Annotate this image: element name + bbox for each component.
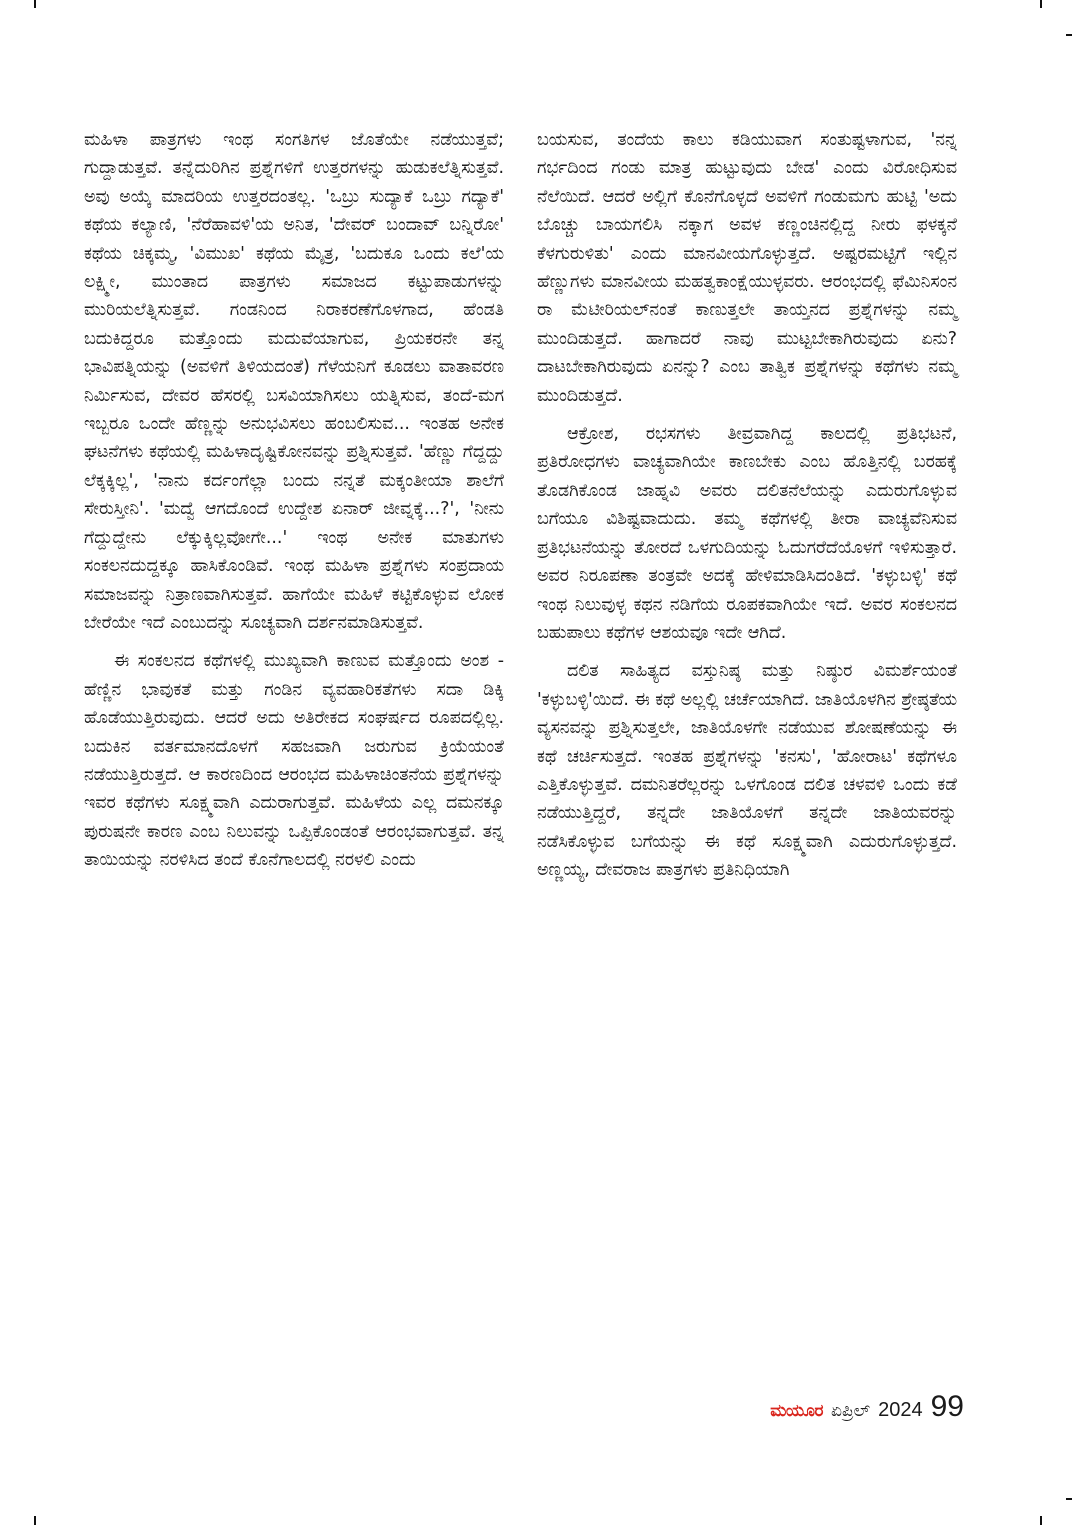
magazine-logo: ಮಯೂರ	[770, 1401, 823, 1421]
crop-mark-right-upper	[1066, 34, 1072, 36]
issue-year: 2024	[878, 1399, 923, 1421]
page-number: 99	[930, 1390, 964, 1423]
crop-mark-right-lower	[1066, 1498, 1072, 1500]
issue-month: ಏಪ್ರಿಲ್	[830, 1401, 871, 1421]
crop-mark-bottom-right	[1040, 1516, 1042, 1525]
crop-mark-top-right	[1040, 0, 1042, 8]
right-column	[537, 126, 957, 885]
paragraph: ಈ ಸಂಕಲನದ ಕಥೆಗಳಲ್ಲಿ ಮುಖ್ಯವಾಗಿ ಕಾಣುವ ಮತ್ತೊಂದು ಅಂಶ - ಹೆಣ್ಣಿನ ಭಾವುಕತೆ ಮತ್ತು ಗಂಡಿನ ವ್ಯವಹಾರಿಕತೆಗಳು ಸದಾ ಡಿಕ್ಕಿ ಹೊಡೆಯುತ್ತಿರುವುದು. ಆದರೆ ಅದು ಅತಿರೇಕದ ಸಂಘರ್ಷದ ರೂಪದಲ್ಲಿಲ್ಲ. ಬದುಕಿನ ವರ್ತಮಾನದೊಳಗೆ ಸಹಜವಾಗಿ ಜರುಗುವ ಕ್ರಿಯೆಯಂತೆ ನಡೆಯುತ್ತಿರುತ್ತದೆ. ಆ ಕಾರಣದಿಂದ ಆರಂಭದ ಮಹಿಳಾಚಿಂತನೆಯ ಪ್ರಶ್ನೆಗಳನ್ನು ಇವರ ಕಥೆಗಳು ಸೂಕ್ಷ್ಮವಾಗಿ ಎದುರಾಗುತ್ತವೆ. ಮಹಿಳೆಯ ಎಲ್ಲ ದಮನಕ್ಕೂ ಪುರುಷನೇ ಕಾರಣ ಎಂಬ ನಿಲುವನ್ನು ಒಪ್ಪಿಕೊಂಡಂತೆ ಆರಂಭವಾಗುತ್ತವೆ. ತನ್ನ ತಾಯಿಯನ್ನು ನರಳಿಸಿದ ತಂದೆ ಕೊನೆಗಾಲದಲ್ಲಿ ನರಳಲಿ ಎಂದು	[84, 651, 504, 871]
paragraph: ದಲಿತ ಸಾಹಿತ್ಯದ ವಸ್ತುನಿಷ್ಠ ಮತ್ತು ನಿಷ್ಠುರ ವಿಮರ್ಶೆಯಂತೆ 'ಕಳ್ಳುಬಳ್ಳಿ'ಯಿದೆ. ಈ ಕಥೆ ಅಲ್ಲಲ್ಲಿ ಚರ್ಚೆಯಾಗಿದೆ. ಜಾತಿಯೊಳಗಿನ ಶ್ರೇಷ್ಠತೆಯ ವ್ಯಸನವನ್ನು ಪ್ರಶ್ನಿಸುತ್ತಲೇ, ಜಾತಿಯೊಳಗೇ ನಡೆಯುವ ಶೋಷಣೆಯನ್ನು ಈ ಕಥೆ ಚರ್ಚಿಸುತ್ತದೆ. ಇಂತಹ ಪ್ರಶ್ನೆಗಳನ್ನು 'ಕನಸು', 'ಹೋರಾಟ' ಕಥೆಗಳೂ ಎತ್ತಿಕೊಳ್ಳುತ್ತವೆ. ದಮನಿತರೆಲ್ಲರನ್ನು ಒಳಗೊಂಡ ದಲಿತ ಚಳವಳಿ ಒಂದು ಕಡೆ ನಡೆಯುತ್ತಿದ್ದರೆ, ತನ್ನದೇ ಜಾತಿಯೊಳಗೆ ತನ್ನದೇ ಜಾತಿಯವರನ್ನು ನಡೆಸಿಕೊಳ್ಳುವ ಬಗೆಯನ್ನು ಈ ಕಥೆ ಸೂಕ್ಷ್ಮವಾಗಿ ಎದುರುಗೊಳ್ಳುತ್ತದೆ. ಅಣ್ಣಯ್ಯ, ದೇವರಾಜ ಪಾತ್ರಗಳು ಪ್ರತಿನಿಧಿಯಾಗಿ	[537, 661, 957, 881]
paragraph: ಮಹಿಳಾ ಪಾತ್ರಗಳು ಇಂಥ ಸಂಗತಿಗಳ ಜೊತೆಯೇ ನಡೆಯುತ್ತವೆ; ಗುದ್ದಾಡುತ್ತವೆ. ತನ್ನೆದುರಿಗಿನ ಪ್ರಶ್ನೆಗಳಿಗೆ ಉತ್ತರಗಳನ್ನು ಹುಡುಕಲೆತ್ನಿಸುತ್ತವೆ. ಅವು ಅಯ್ಕೆ ಮಾದರಿಯ ಉತ್ತರದಂತಲ್ಲ. 'ಒಬ್ರು ಸುದ್ಯಾಕೆ ಒಬ್ರು ಗದ್ಯಾಕೆ' ಕಥೆಯ ಕಲ್ಯಾಣಿ, 'ನೆರೆಹಾವಳಿ'ಯ ಅನಿತ, 'ದೇವರ್ ಬಂದಾವ್ ಬನ್ನಿರೋ' ಕಥೆಯ ಚಿಕ್ಕಮ್ಮ, 'ವಿಮುಖ' ಕಥೆಯ ಮೈತ್ರ, 'ಬದುಕೂ ಒಂದು ಕಲೆ'ಯ ಲಕ್ಷ್ಮೀ, ಮುಂತಾದ ಪಾತ್ರಗಳು ಸಮಾಜದ ಕಟ್ಟುಪಾಡುಗಳನ್ನು ಮುರಿಯಲೆತ್ನಿಸುತ್ತವೆ. ಗಂಡನಿಂದ ನಿರಾಕರಣೆಗೊಳಗಾದ, ಹೆಂಡತಿ ಬದುಕಿದ್ದರೂ ಮತ್ತೊಂದು ಮದುವೆಯಾಗುವ, ಪ್ರಿಯಕರನೇ ತನ್ನ ಭಾವಿಪತ್ನಿಯನ್ನು (ಅವಳಿಗೆ ತಿಳಿಯದಂತೆ) ಗೆಳೆಯನಿಗೆ ಕೂಡಲು ವಾತಾವರಣ ನಿರ್ಮಿಸುವ, ದೇವರ ಹೆಸರಲ್ಲಿ ಬಸವಿಯಾಗಿಸಲು ಯತ್ನಿಸುವ, ತಂದೆ-ಮಗ ಇಬ್ಬರೂ ಒಂದೇ ಹೆಣ್ಣನ್ನು ಅನುಭವಿಸಲು ಹಂಬಲಿಸುವ... ಇಂತಹ ಅನೇಕ ಘಟನೆಗಳು ಕಥೆಯಲ್ಲಿ ಮಹಿಳಾದೃಷ್ಟಿಕೋನವನ್ನು ಪ್ರಶ್ನಿಸುತ್ತವೆ. 'ಹೆಣ್ಣು ಗೆದ್ದದ್ದು ಲೆಕ್ಕಕ್ಕಿಲ್ಲ', 'ನಾನು ಕರ್ದಂಗೆಲ್ಲಾ ಬಂದು ನನ್ನತೆ ಮಕ್ಕಂತೀಯಾ ಶಾಲೆಗೆ ಸೇರುಸ್ತೀನಿ'. 'ಮದ್ವೆ ಆಗದೊಂದೆ ಉದ್ದೇಶ ಏನಾರ್ ಜೀವ್ನಕ್ಕೆ...?', 'ನೀನು ಗೆದ್ದುದ್ದೇನು ಲೆಕ್ಕುಕ್ಕಿಲ್ಲವೋಗೇ...' ಇಂಥ ಅನೇಕ ಮಾತುಗಳು ಸಂಕಲನದುದ್ದಕ್ಕೂ ಹಾಸಿಕೊಂಡಿವೆ. ಇಂಥ ಮಹಿಳಾ ಪ್ರಶ್ನೆಗಳು ಸಂಪ್ರದಾಯ ಸಮಾಜವನ್ನು ನಿತ್ರಾಣವಾಗಿಸುತ್ತವೆ. ಹಾಗೆಯೇ ಮಹಿಳೆ ಕಟ್ಟಿಕೊಳ್ಳುವ ಲೋಕ ಬೇರೆಯೇ ಇದೆ ಎಂಬುದನ್ನು ಸೂಚ್ಯವಾಗಿ ದರ್ಶನಮಾಡಿಸುತ್ತವೆ.	[84, 130, 504, 633]
crop-mark-top-left	[34, 0, 36, 8]
crop-mark-bottom-left	[34, 1516, 36, 1525]
paragraph: ಬಯಸುವ, ತಂದೆಯ ಕಾಲು ಕಡಿಯುವಾಗ ಸಂತುಷ್ಟಳಾಗುವ, 'ನನ್ನ ಗರ್ಭದಿಂದ ಗಂಡು ಮಾತ್ರ ಹುಟ್ಟುವುದು ಬೇಡ' ಎಂದು ವಿರೋಧಿಸುವ ನೆಲೆಯಿದೆ. ಆದರೆ ಅಲ್ಲಿಗೆ ಕೊನೆಗೊಳ್ಳದೆ ಅವಳಿಗೆ ಗಂಡುಮಗು ಹುಟ್ಟಿ 'ಅದು ಬೊಚ್ಚು ಬಾಯಗಲಿಸಿ ನಕ್ಕಾಗ ಅವಳ ಕಣ್ಣಂಚಿನಲ್ಲಿದ್ದ ನೀರು ಫಳಕ್ಕನೆ ಕೆಳಗುರುಳಿತು' ಎಂದು ಮಾನವೀಯಗೊಳ್ಳುತ್ತದೆ. ಅಷ್ಟರಮಟ್ಟಿಗೆ ಇಲ್ಲಿನ ಹೆಣ್ಣುಗಳು ಮಾನವೀಯ ಮಹತ್ವಕಾಂಕ್ಷೆಯುಳ್ಳವರು. ಆರಂಭದಲ್ಲಿ ಫೆಮಿನಿಸಂನ ರಾ ಮೆಟೀರಿಯಲ್‌ನಂತೆ ಕಾಣುತ್ತಲೇ ತಾಯ್ತನದ ಪ್ರಶ್ನೆಗಳನ್ನು ನಮ್ಮ ಮುಂದಿಡುತ್ತದೆ. ಹಾಗಾದರೆ ನಾವು ಮುಟ್ಟಬೇಕಾಗಿರುವುದು ಏನು? ದಾಟಬೇಕಾಗಿರುವುದು ಏನನ್ನು? ಎಂಬ ತಾತ್ವಿಕ ಪ್ರಶ್ನೆಗಳನ್ನು ಕಥೆಗಳು ನಮ್ಮ ಮುಂದಿಡುತ್ತದೆ.	[537, 130, 957, 406]
paragraph: ಆಕ್ರೋಶ, ರಭಸಗಳು ತೀವ್ರವಾಗಿದ್ದ ಕಾಲದಲ್ಲಿ ಪ್ರತಿಭಟನೆ, ಪ್ರತಿರೋಧಗಳು ವಾಚ್ಯವಾಗಿಯೇ ಕಾಣಬೇಕು ಎಂಬ ಹೊತ್ತಿನಲ್ಲಿ ಬರಹಕ್ಕೆ ತೊಡಗಿಕೊಂಡ ಜಾಹ್ನವಿ ಅವರು ದಲಿತನೆಲೆಯನ್ನು ಎದುರುಗೊಳ್ಳುವ ಬಗೆಯೂ ವಿಶಿಷ್ಟವಾದುದು. ತಮ್ಮ ಕಥೆಗಳಲ್ಲಿ ತೀರಾ ವಾಚ್ಯವೆನಿಸುವ ಪ್ರತಿಭಟನೆಯನ್ನು ತೋರದೆ ಒಳಗುದಿಯನ್ನು ಓದುಗರೆದೆಯೊಳಗೆ ಇಳಿಸುತ್ತಾರೆ. ಅವರ ನಿರೂಪಣಾ ತಂತ್ರವೇ ಅದಕ್ಕೆ ಹೇಳಿಮಾಡಿಸಿದಂತಿದೆ. 'ಕಳ್ಳುಬಳ್ಳಿ' ಕಥೆ ಇಂಥ ನಿಲುವುಳ್ಳ ಕಥನ ನಡಿಗೆಯ ರೂಪಕವಾಗಿಯೇ ಇದೆ. ಅವರ ಸಂಕಲನದ ಬಹುಪಾಲು ಕಥೆಗಳ ಆಶಯವೂ ಇದೇ ಆಗಿದೆ.	[537, 424, 957, 643]
left-column	[84, 126, 504, 875]
page-footer	[700, 1390, 964, 1430]
